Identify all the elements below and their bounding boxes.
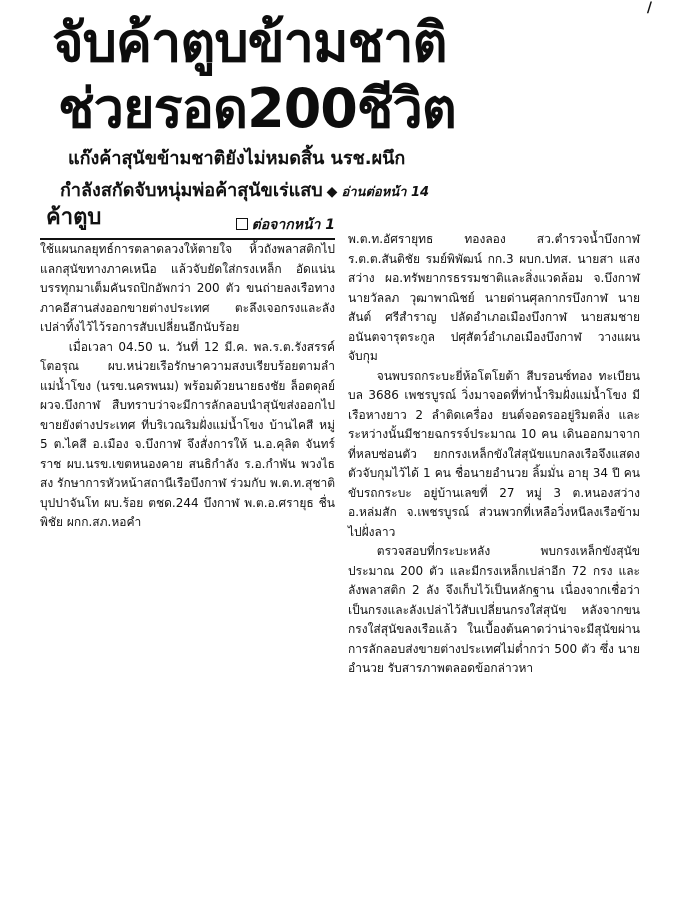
continued-from-note (236, 216, 335, 236)
corner-mark: / (646, 0, 652, 16)
headline-line-2: ช่วยรอด200ชีวิต (58, 77, 456, 140)
kicker-row (40, 205, 335, 240)
headline-line-1: จับค้าตูบข้ามชาติ (52, 11, 447, 74)
right-paragraph-3: ตรวจสอบที่กระบะหลัง พบกรงเหล็กขังสุนัข ประมาณ 200 ตัว และมีกรงเหล็กเปล่าอีก 72 กรง และลังพลาสติก 2 ลัง จึงเก็บไว้เป็นหลักฐาน เนื่องจากเชื่อว่าเป็นกรงและลังเปล่าไว้สับเปลี่ยนกรงใส่สุนัข หลังจากขนกรงใส่สุนัขลงเรือแล้ว ในเบื้องต้นคาดว่าน่าจะมีสุนัขผ่านการลักลอบส่งขายต่างประเทศไม่ต่ำกว่า 500 ตัว ซึ่ง นายอำนวย รับสารภาพตลอดข้อกล่าวหา (348, 544, 640, 675)
continued-note: อ่านต่อหน้า 14 (341, 185, 430, 200)
kicker-rule (40, 238, 335, 240)
left-paragraph-1: ใช้แผนกลยุทธ์การตลาดลวงให้ตายใจ หิ้วถังพลาสติกไปแลกสุนัขทางภาคเหนือ แล้วจับยัดใส่กรงเหล็ก อัดแน่นบรรทุกมาเต็มคันรถปิกอัพกว่า 200 ตัว ขนถ่ายลงเรือทางภาคอีสานส่งออกขายต่างประเทศ ตะลึงเจอกรงและลังเปล่าทิ้งไว้ไว้รอการสับเปลี่ยนอีกนับร้อย (40, 242, 335, 334)
kicker-title: ค้าตูบ (46, 205, 102, 230)
subhead-line-2-text: กำลังสกัดจับหนุ่มพ่อค้าสุนัขเร่แสบ (60, 180, 323, 201)
right-column (348, 230, 640, 679)
subhead-line-1: แก๊งค้าสุนัขข้ามชาติยังไม่หมดสิ้น นรช.ผนึก (68, 148, 406, 169)
right-paragraph-1: พ.ต.ท.อัศรายุทธ ทองลอง สว.ตำรวจน้ำบึงกาฬ ร.ต.ต.สันติชัย รมย์พิพัฒน์ กก.3 ผบก.ปทส. นายสา แสงสว่าง ผอ.ทรัพยากรธรรมชาติและสิ่งแวดล้อม จ.บึงกาฬ นายวัลลภ วุฒาพาณิชย์ นายด่านศุลกากรบึงกาฬ นายสันต์ ศรีสำราญ ปลัดอำเภอเมืองบึงกาฬ นายสมชาย อนันตจารุตระกูล ปศุสัตว์อำเภอเมืองบึงกาฬ วางแผนจับกุม (348, 232, 640, 363)
left-column (40, 205, 335, 533)
continued-from-text: ต่อจากหน้า 1 (251, 217, 335, 233)
checkbox-square-icon (236, 218, 248, 230)
right-paragraph-2: จนพบรถกระบะยี่ห้อโตโยต้า สีบรอนซ์ทอง ทะเบียน บล 3686 เพชรบูรณ์ วิ่งมาจอดที่ท่าน้ำริมฝั่งแม่น้ำโขง มีเรือหางยาว 2 ลำติดเครื่อง ยนต์จอดรออยู่ริมตลิ่ง และระหว่างนั้นมีชายฉกรรจ์ประมาณ 10 คน เดินออกมาจากที่หลบซ่อนตัว ยกกรงเหล็กขังใส่สุนัขแบกลงเรือจึงแสดงตัวจับกุมไว้ได้ 1 คน ชื่อนายอำนวย ลิ้มมั่น อายุ 34 ปี คนขับรถกระบะ อยู่บ้านเลขที่ 27 หมู่ 3 ต.หนองสว่าง อ.หล่มสัก จ.เพชรบูรณ์ ส่วนพวกที่เหลือวิ่งหนีลงเรือข้ามไปฝั่งลาว (348, 368, 640, 539)
subhead-line-2 (60, 178, 429, 206)
diamond-icon: ◆ (326, 184, 338, 200)
left-paragraph-2: เมื่อเวลา 04.50 น. วันที่ 12 มี.ค. พล.ร.ต.รังสรรค์ โตอรุณ ผบ.หน่วยเรือรักษาความสงบเรียบร้อยตามลำแม่น้ำโขง (นรข.นครพนม) พร้อมด้วยนายธงชัย ล็อตดุลย์ ผวจ.บึงกาฬ สืบทราบว่าจะมีการลักลอบนำสุนัขส่งออกไปขายยังต่างประเทศ ที่บริเวณริมฝั่งแม่น้ำโขง บ้านไคสี หมู่ 5 ต.ไคสี อ.เมือง จ.บึงกาฬ จึงสั่งการให้ น.อ.คุลิต จันทร์ราช ผบ.นรข.เขตหนองคาย สนธิกำลัง ร.อ.กำพัน พวงไธสง รักษาการหัวหน้าสถานีเรือบึงกาฬ ร่วมกับ พ.ต.ท.สุชาติ บุปปาจันโท ผบ.ร้อย ตชด.244 บึงกาฬ พ.ต.อ.ศรายุธ ชื่นพิชัย ผกก.สภ.หอคำ (40, 339, 335, 529)
